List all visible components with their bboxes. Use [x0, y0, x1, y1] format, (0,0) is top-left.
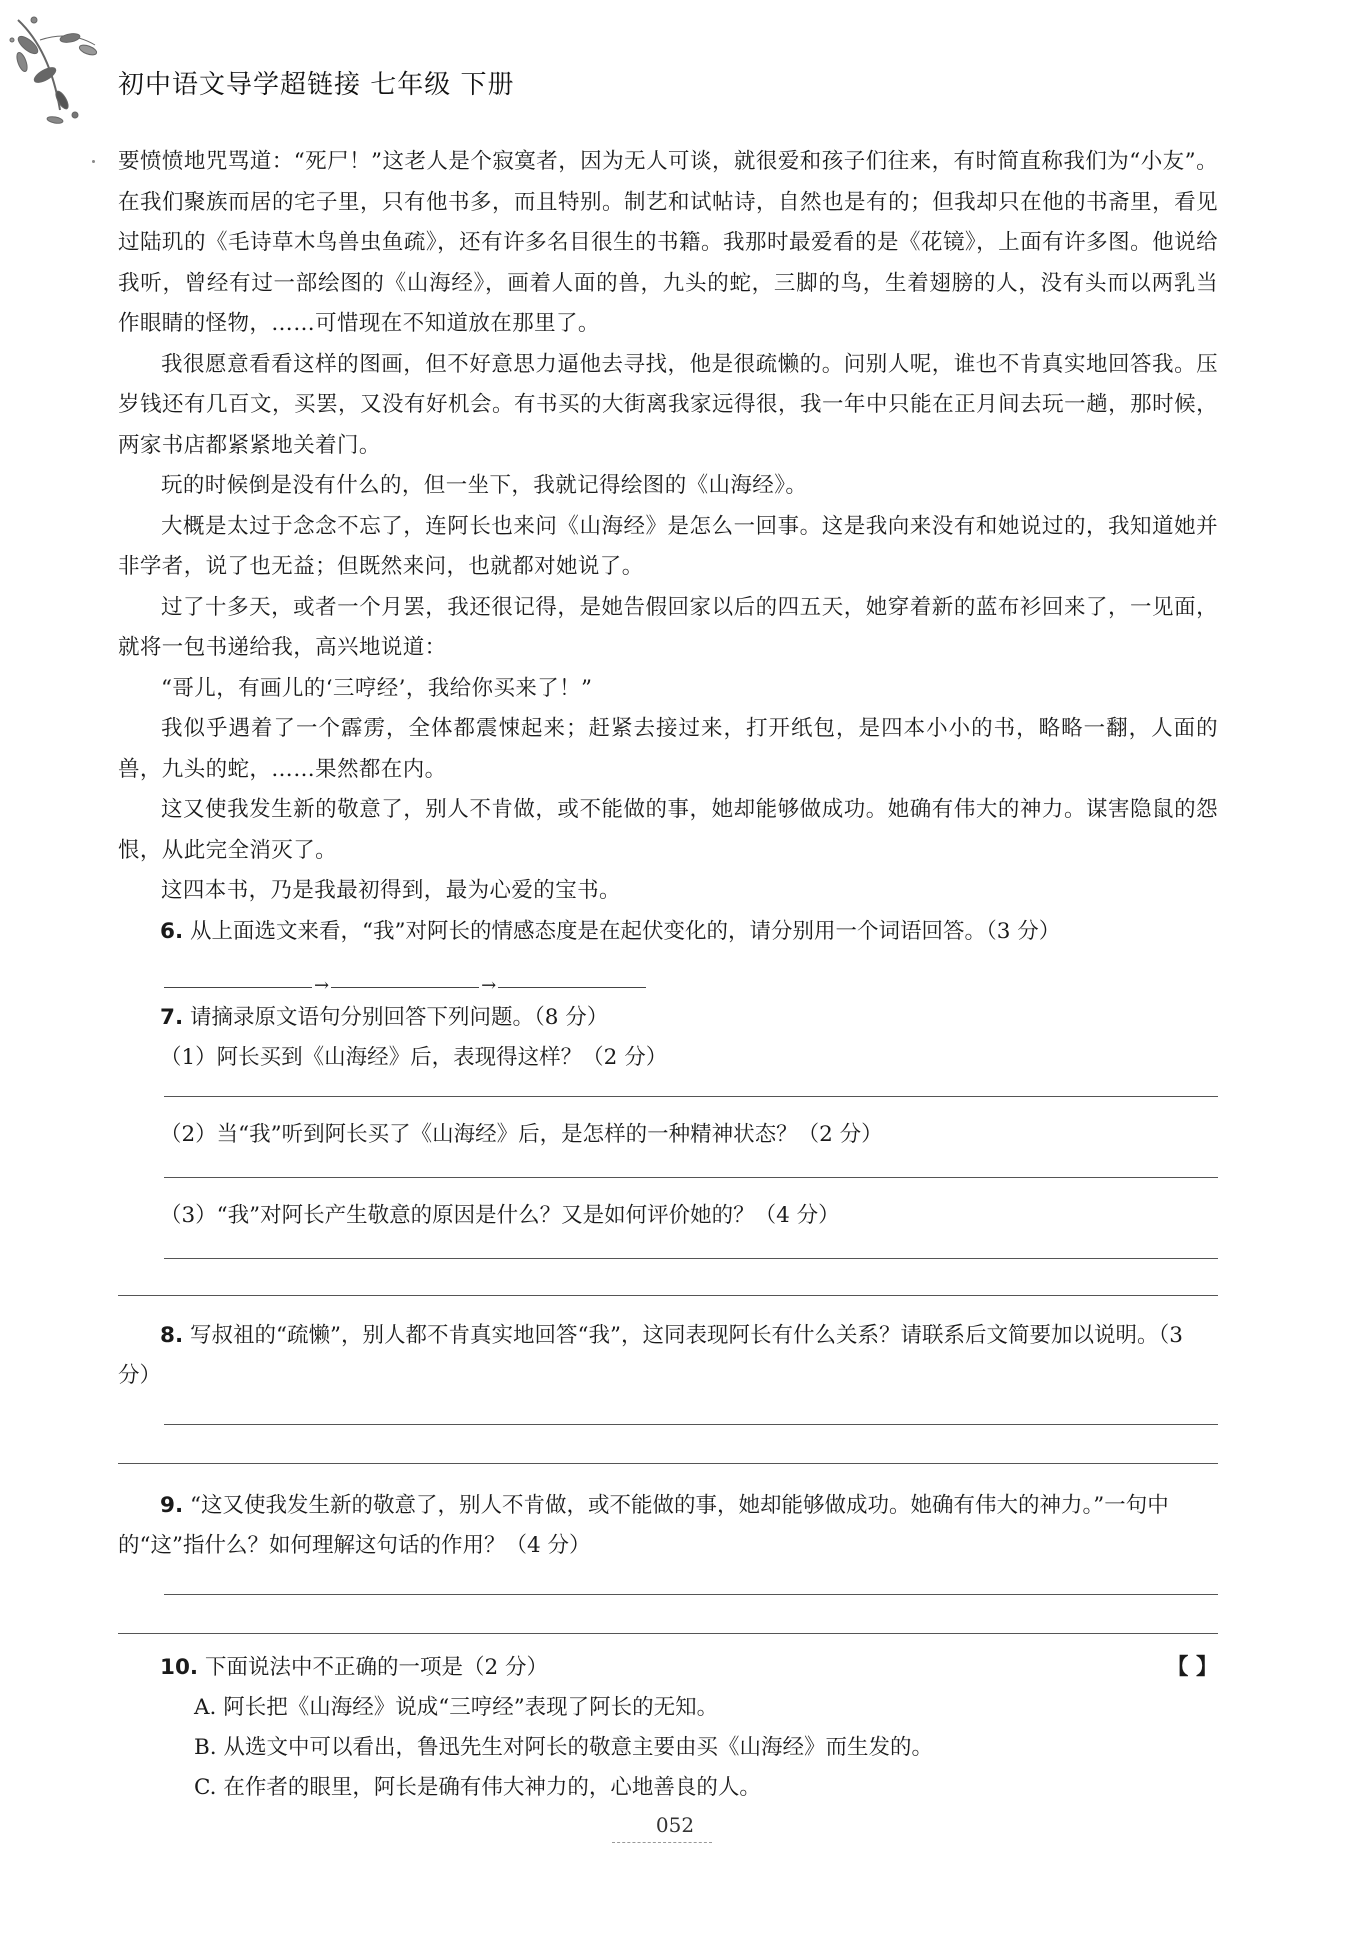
- branch-decoration-icon: [0, 0, 120, 160]
- passage-paragraph: 过了十多天，或者一个月罢，我还很记得，是她告假回家以后的四五天，她穿着新的蓝布衫回来了，一见面，就将一包书递给我，高兴地说道：: [118, 594, 1218, 660]
- arrow-icon: →: [481, 974, 497, 996]
- page-number: 052: [655, 1813, 695, 1837]
- q6-answer-row: [118, 954, 1218, 996]
- book-title: 初中语文导学超链接 七年级 下册: [118, 70, 515, 100]
- option-b: B. 从选文中可以看出，鲁迅先生对阿长的敬意主要由买《山海经》而生发的。: [194, 1734, 933, 1760]
- passage-paragraph: “哥儿，有画儿的‘三哼经’，我给你买来了！”: [161, 675, 593, 701]
- answer-line[interactable]: [164, 1594, 1218, 1595]
- question-text: 写叔祖的“疏懒”，别人都不肯真实地回答“我”，这同表现阿长有什么关系？请联系后文简要加以说明。（3 分）: [118, 1322, 1183, 1388]
- passage-paragraph: 这四本书，乃是我最初得到，最为心爱的宝书。: [161, 878, 621, 903]
- page-number-underline: [612, 1842, 712, 1843]
- option-a: A. 阿长把《山海经》说成“三哼经”表现了阿长的无知。: [194, 1694, 719, 1720]
- answer-line[interactable]: [164, 1258, 1218, 1259]
- answer-blank-2[interactable]: [331, 967, 479, 988]
- q7-sub-3: （3）“我”对阿长产生敬意的原因是什么？又是如何评价她的？（4 分）: [160, 1202, 840, 1228]
- answer-blank-3[interactable]: [498, 967, 646, 988]
- passage-paragraph: 这又使我发生新的敬意了，别人不肯做，或不能做的事，她却能够做成功。她确有伟大的神力。谋害隐鼠的怨恨，从此完全消灭了。: [118, 797, 1218, 863]
- passage-paragraph: 大概是太过于念念不忘了，连阿长也来问《山海经》是怎么一回事。这是我向来没有和她说过的，我知道她并非学者，说了也无益；但既然来问，也就都对她说了。: [118, 513, 1218, 579]
- question-number: 6.: [160, 918, 184, 944]
- answer-line[interactable]: [164, 1096, 1218, 1097]
- question-number: 7.: [160, 1004, 184, 1030]
- question-text: “这又使我发生新的敬意了，别人不肯做，或不能做的事，她却能够做成功。她确有伟大的神力。”一句中的“这”指什么？如何理解这句话的作用？（4 分）: [118, 1492, 1169, 1558]
- answer-bracket[interactable]: 【 】: [1166, 1654, 1218, 1680]
- page-content: [118, 142, 1218, 1808]
- passage-paragraph: 玩的时候倒是没有什么的，但一坐下，我就记得绘图的《山海经》。: [161, 473, 808, 498]
- question-9: [118, 1486, 1218, 1566]
- option-c: C. 在作者的眼里，阿长是确有伟大神力的，心地善良的人。: [194, 1774, 761, 1800]
- question-10: [118, 1648, 1218, 1688]
- question-7: [118, 998, 1218, 1038]
- q7-sub-2: （2）当“我”听到阿长买了《山海经》后，是怎样的一种精神状态？（2 分）: [160, 1121, 883, 1147]
- answer-blank-1[interactable]: [164, 967, 312, 988]
- answer-line[interactable]: [164, 1424, 1218, 1425]
- passage-paragraph: 我似乎遇着了一个霹雳，全体都震悚起来；赶紧去接过来，打开纸包，是四本小小的书，略略一翻，人面的兽，九头的蛇，……果然都在内。: [118, 716, 1218, 782]
- answer-line[interactable]: [118, 1633, 1218, 1634]
- q7-sub-1: （1）阿长买到《山海经》后，表现得这样？（2 分）: [160, 1044, 668, 1070]
- question-text: 请摘录原文语句分别回答下列问题。（8 分）: [189, 1004, 609, 1030]
- question-number: 10.: [160, 1654, 199, 1680]
- question-number: 9.: [160, 1492, 184, 1518]
- passage-paragraph: 要愤愤地咒骂道：“死尸！”这老人是个寂寞者，因为无人可谈，就很爱和孩子们往来，有时简直称我们为“小友”。在我们聚族而居的宅子里，只有他书多，而且特别。制艺和试帖诗，自然也是有的；但我却只在他的书斋里，看见过陆玑的《毛诗草木鸟兽虫鱼疏》，还有许多名目很生的书籍。我那时最爱看的是《花镜》，上面有许多图。他说给我听，曾经有过一部绘图的《山海经》，画着人面的兽，九头的蛇，三脚的鸟，生着翅膀的人，没有头而以两乳当作眼睛的怪物，……可惜现在不知道放在那里了。: [118, 149, 1218, 336]
- question-8: [118, 1316, 1218, 1396]
- answer-line[interactable]: [118, 1463, 1218, 1464]
- dot-mark: [92, 160, 95, 163]
- answer-line[interactable]: [164, 1177, 1218, 1178]
- question-number: 8.: [160, 1322, 184, 1348]
- question-text: 下面说法中不正确的一项是（2 分）: [204, 1654, 548, 1680]
- question-6: [118, 912, 1218, 952]
- answer-line[interactable]: [118, 1295, 1218, 1296]
- arrow-icon: →: [314, 974, 330, 996]
- passage-paragraph: 我很愿意看看这样的图画，但不好意思力逼他去寻找，他是很疏懒的。问别人呢，谁也不肯真实地回答我。压岁钱还有几百文，买罢，又没有好机会。有书买的大街离我家远得很，我一年中只能在正月间去玩一趟，那时候，两家书店都紧紧地关着门。: [118, 351, 1218, 458]
- question-text: 从上面选文来看，“我”对阿长的情感态度是在起伏变化的，请分别用一个词语回答。（3 分）: [189, 918, 1061, 944]
